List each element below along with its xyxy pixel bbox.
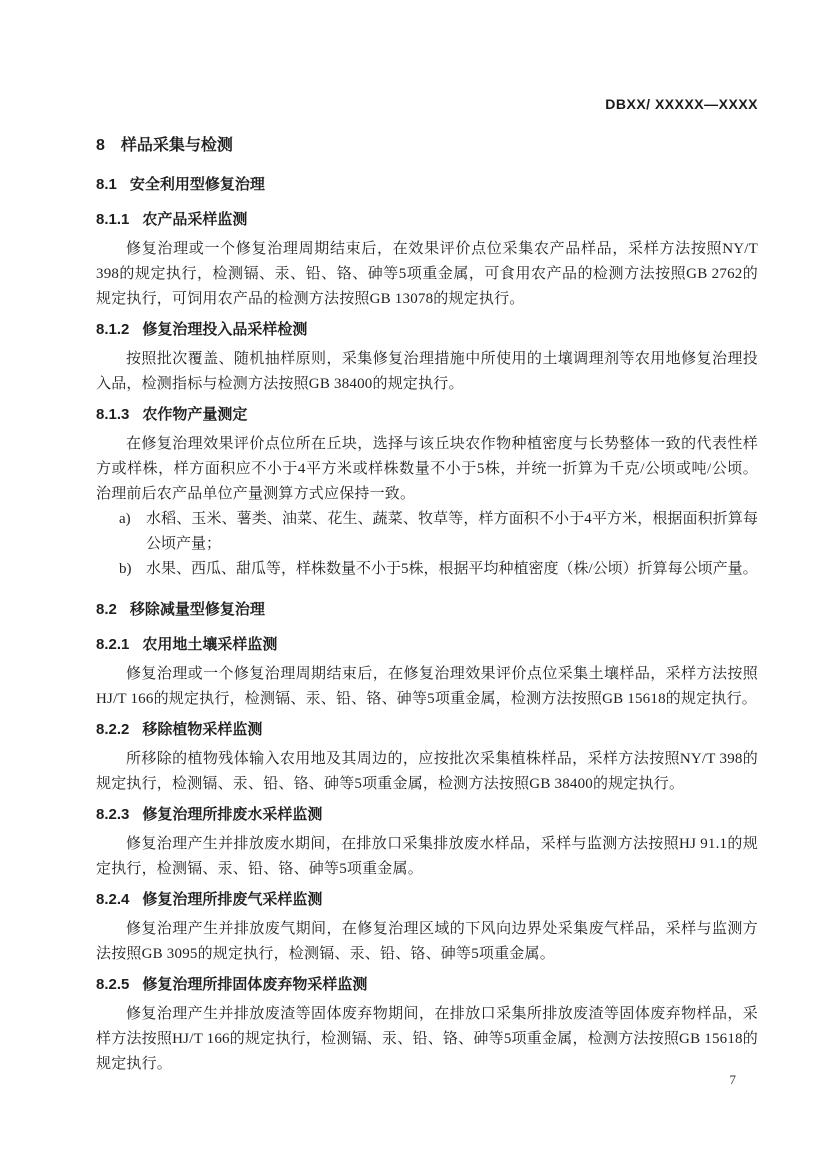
- doc-code: DBXX/ XXXXX—XXXX: [605, 96, 758, 112]
- section-8-2-2-heading: [96, 720, 758, 747]
- section-8-1-heading: [96, 175, 758, 195]
- heading-number: 8.2.5: [96, 976, 130, 993]
- list-item-text: 水果、西瓜、甜瓜等，样株数量不小于5株，根据平均种植密度（株/公顷）折算每公顷产量。: [146, 561, 758, 577]
- section-8-2-heading: [96, 600, 758, 620]
- section-8-2-4-heading: [96, 890, 758, 917]
- list-item-label: a): [119, 511, 131, 527]
- section-8-2-1-heading: [96, 635, 758, 662]
- heading-number: 8.2: [96, 601, 117, 618]
- section-8-1-3-heading: [96, 405, 758, 432]
- crop-list: [96, 507, 758, 582]
- page-number: 7: [729, 1072, 736, 1087]
- section-8-2-1-paragraph: 修复治理或一个修复治理周期结束后，在修复治理效果评价点位采集土壤样品，采样方法按照HJ/T 166的规定执行，检测镉、汞、铅、铬、砷等5项重金属，检测方法按照GB 15618的规定执行。: [96, 666, 758, 707]
- section-8-1-3-paragraph: 在修复治理效果评价点位所在丘块，选择与该丘块农作物种植密度与长势整体一致的代表性样方或样株，样方面积应不小于4平方米或样株数量不小于5株，并统一折算为千克/公顷或吨/公顷。治理前后农产品单位产量测算方式应保持一致。: [96, 436, 758, 502]
- header: [96, 96, 758, 113]
- section-8-2-2-paragraph: 所移除的植物残体输入农用地及其周边的，应按批次采集植株样品，采样方法按照NY/T 398的规定执行，检测镉、汞、铅、铬、砷等5项重金属，检测方法按照GB 38400的规定执行。: [96, 751, 758, 792]
- heading-title: 农产品采样监测: [142, 211, 248, 228]
- heading-number: 8: [96, 137, 105, 154]
- section-8-2-5-paragraph: 修复治理产生并排放废渣等固体废弃物期间，在排放口采集所排放废渣等固体废弃物样品，采样方法按照HJ/T 166的规定执行，检测镉、汞、铅、铬、砷等5项重金属，检测方法按照GB 15618的规定执行。: [96, 1006, 758, 1072]
- heading-title: 修复治理所排废气采样监测: [142, 891, 323, 908]
- section-8-2-3-heading: [96, 805, 758, 832]
- section-8-2-3-paragraph: 修复治理产生并排放废水期间，在排放口采集排放废水样品，采样与监测方法按照HJ 91.1的规定执行，检测镉、汞、铅、铬、砷等5项重金属。: [96, 836, 758, 877]
- heading-number: 8.1.3: [96, 406, 130, 423]
- heading-number: 8.2.3: [96, 806, 130, 823]
- heading-title: 移除减量型修复治理: [129, 601, 265, 618]
- section-8-2-4-paragraph: 修复治理产生并排放废气期间，在修复治理区域的下风向边界处采集废气样品，采样与监测方法按照GB 3095的规定执行，检测镉、汞、铅、铬、砷等5项重金属。: [96, 921, 758, 962]
- heading-number: 8.2.2: [96, 721, 130, 738]
- heading-number: 8.2.4: [96, 891, 130, 908]
- heading-title: 修复治理投入品采样检测: [142, 321, 308, 338]
- section-8-1-1-heading: [96, 210, 758, 237]
- heading-number: 8.1.1: [96, 211, 130, 228]
- chapter-heading: [96, 135, 758, 157]
- section-8-1-2-paragraph: 按照批次覆盖、随机抽样原则，采集修复治理措施中所使用的土壤调理剂等农用地修复治理投入品，检测指标与检测方法按照GB 38400的规定执行。: [96, 351, 758, 392]
- heading-number: 8.1.2: [96, 321, 130, 338]
- heading-title: 农用地土壤采样监测: [142, 636, 278, 653]
- section-8-2-5-heading: [96, 975, 758, 1002]
- heading-title: 修复治理所排固体废弃物采样监测: [142, 976, 368, 993]
- list-item-a: [96, 507, 758, 557]
- list-item-label: b): [119, 561, 132, 577]
- section-8-1-1-paragraph: 修复治理或一个修复治理周期结束后，在效果评价点位采集农产品样品，采样方法按照NY/T 398的规定执行，检测镉、汞、铅、铬、砷等5项重金属，可食用农产品的检测方法按照GB 2762的规定执行，可饲用农产品的检测方法按照GB 13078的规定执行。: [96, 241, 758, 307]
- heading-number: 8.2.1: [96, 636, 130, 653]
- list-item-b: [96, 557, 758, 582]
- heading-number: 8.1: [96, 176, 117, 193]
- heading-title: 农作物产量测定: [142, 406, 248, 423]
- heading-title: 移除植物采样监测: [142, 721, 263, 738]
- section-8-1-2-heading: [96, 320, 758, 347]
- list-item-text: 水稻、玉米、薯类、油菜、花生、蔬菜、牧草等，样方面积不小于4平方米，根据面积折算每公顷产量；: [146, 511, 758, 552]
- heading-title: 修复治理所排废水采样监测: [142, 806, 323, 823]
- heading-title: 样品采集与检测: [120, 137, 233, 154]
- heading-title: 安全利用型修复治理: [129, 176, 265, 193]
